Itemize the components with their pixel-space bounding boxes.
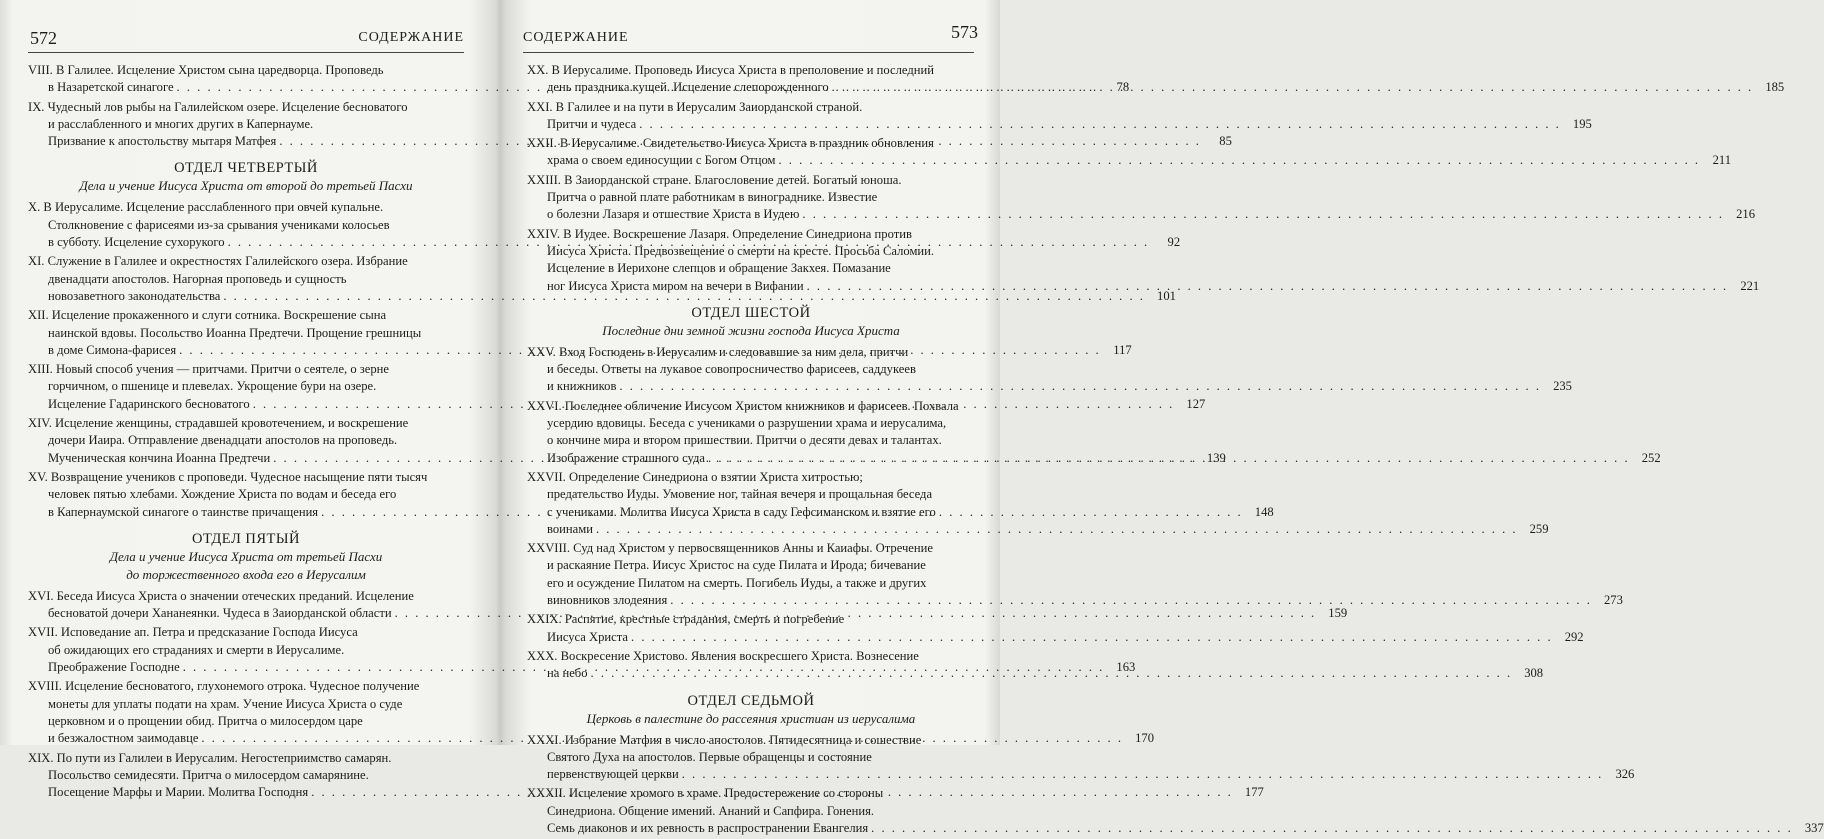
entry-line: на небо — [547, 666, 588, 681]
entry-line: XXV. Вход Господень в Иерусалим и следовавшие за ним дела, притчи — [527, 344, 909, 359]
entry-line: в субботу. Исцеление сухорукого — [48, 235, 225, 250]
entry-line: XVII. Исповедание ап. Петра и предсказание Господа Иисуса — [28, 625, 358, 640]
dot-leader — [871, 820, 1793, 837]
entry-line: Изображение страшного суда — [547, 450, 706, 465]
toc-entry[interactable] — [527, 172, 1755, 224]
entry-line: воинами — [547, 521, 593, 536]
entry-line: IX. Чудесный лов рыбы на Галилейском озере. Исцеление бесноватого — [28, 99, 408, 114]
entry-line: Мученическая кончина Иоанна Предтечи — [48, 450, 271, 465]
entry-line: Иисуса Христа — [547, 629, 629, 644]
entry-line: в доме Симона-фарисея — [48, 342, 177, 357]
entry-page-number: 177 — [1244, 785, 1264, 800]
entry-line: в Капернаумской синагоге о таинстве причащения — [48, 504, 319, 519]
entry-line: Иисуса Христа. Предвозвещение о смерти на кресте. Просьба Саломии. — [547, 243, 935, 258]
entry-line: ног Иисуса Христа миром на вечери в Вифании — [547, 278, 804, 293]
entry-line: XIV. Исцеление женщины, страдавшей кровотечением, и воскрешение — [28, 416, 409, 431]
dot-leader — [619, 378, 1541, 395]
entry-line: и безжалостном заимодавце — [48, 731, 199, 746]
entry-line: горчичном, о пшенице и плевелах. Укрощение бури на озере. — [48, 379, 377, 394]
entry-line: о кончине мира и втором пришествии. Притчи о десяти девах и талантах. — [547, 433, 942, 448]
dot-leader — [708, 450, 1630, 467]
dot-leader — [682, 766, 1604, 783]
section-heading — [527, 693, 975, 728]
header-rule — [523, 52, 974, 53]
entry-page-number: 139 — [1206, 450, 1226, 465]
entry-line: день праздника кущей. Исцеление слепорожденного — [547, 80, 829, 95]
entry-line: XXX. Воскресение Христово. Явления воскресшего Христа. Вознесение — [527, 648, 919, 663]
entry-line: храма о своем единосущии с Богом Отцом — [547, 153, 776, 168]
section-subtitle: Последние дни земной жизни господа Иисуса Христа — [602, 322, 900, 338]
page-number: 573 — [951, 22, 978, 42]
entry-page-number: 92 — [1167, 235, 1181, 250]
entry-line: усердию вдовицы. Беседа с учениками о разрушении храма и иерусалима, — [547, 416, 947, 431]
entry-line: XXIX. Распятие, крестные страдания, смерть и погребение — [527, 612, 845, 627]
entry-line: XXVI. Последнее обличение Иисусом Христом книжников и фарисеев. Похвала — [527, 398, 959, 413]
entry-line: Посещение Марфы и Марии. Молитва Господня — [48, 785, 309, 800]
header-rule — [28, 52, 464, 53]
entry-line: дочери Иаира. Отправление двенадцати апостолов на проповедь. — [48, 433, 398, 448]
entry-page-number: 337 — [1804, 820, 1824, 835]
dot-leader — [778, 152, 1700, 169]
entry-page-number: 148 — [1254, 504, 1274, 519]
entry-line: XXII. В Иерусалиме. Свидетельство Иисуса Христа в праздник обновления — [527, 136, 934, 151]
dot-leader — [639, 116, 1561, 133]
entry-page-number: 216 — [1736, 207, 1755, 222]
entry-line: Преображение Господне — [48, 660, 180, 675]
entry-page-number: 292 — [1564, 629, 1584, 644]
entry-line: XX. В Иерусалиме. Проповедь Иисуса Христа в преполовение и последний — [527, 63, 934, 77]
entry-line: XII. Исцеление прокаженного и слуги сотника. Воскрешение сына — [28, 308, 387, 323]
entry-line: XVIII. Исцеление бесноватого, глухонемого отрока. Чудесное получение — [28, 679, 420, 694]
entry-line: Столкновение с фарисеями из-за срывания учениками колосьев — [48, 217, 390, 232]
entry-page-number: 163 — [1116, 660, 1136, 675]
entry-line: наинской вдовы. Посольство Иоанна Предтечи. Прощение грешницы — [48, 325, 422, 340]
entry-line: Притча о равной плате работникам в винограднике. Известие — [547, 190, 878, 205]
section-subtitle: Дела и учение Иисуса Христа от второй до третьей Пасхи — [79, 178, 413, 194]
entry-line: и книжников — [547, 379, 617, 394]
dot-leader — [631, 629, 1553, 646]
entry-page-number: 85 — [1219, 134, 1232, 149]
entry-line: XV. Возвращение учеников с проповеди. Чудесное насыщение пяти тысяч — [28, 469, 428, 484]
section-subtitle: Дела и учение Иисуса Христа от третьей Пасхи — [109, 548, 383, 564]
entry-line: XVI. Беседа Иисуса Христа о значении отеческих преданий. Исцеление — [28, 588, 414, 603]
entry-line: VIII. В Галилее. Исцеление Христом сына царедворца. Проповедь — [28, 63, 384, 77]
entry-page-number: 273 — [1603, 593, 1623, 608]
page-number: 572 — [30, 28, 57, 48]
dot-leader — [670, 592, 1592, 609]
entry-line: Посольство семидесяти. Притча о милосердом самарянине. — [48, 767, 369, 782]
dot-leader — [802, 206, 1724, 223]
section-subtitle: Церковь в палестине до рассеяния христиан из иерусалима — [586, 710, 916, 726]
section-title: ОТДЕЛ ЧЕТВЕРТЫЙ — [174, 160, 318, 177]
section-title: ОТДЕЛ ПЯТЫЙ — [191, 530, 301, 547]
entry-line: с учениками. Молитва Иисуса Христа в саду Гефсиманском и взятие его — [547, 504, 936, 519]
entry-line: двенадцати апостолов. Нагорная проповедь и сущность — [48, 271, 347, 286]
entry-line: XXVIII. Суд над Христом у первосвященников Анны и Каиафы. Отречение — [527, 541, 933, 556]
section-title: ОТДЕЛ ШЕСТОЙ — [691, 304, 811, 321]
entry-line: в Назаретской синагоге — [48, 80, 174, 95]
entry-line: первенствующей церкви — [547, 767, 679, 782]
entry-line: виновников злодеяния — [547, 593, 668, 608]
entry-page-number: 308 — [1524, 666, 1544, 681]
entry-line: XXXI. Избрание Матфия в число апостолов. Пятидесятница и сошествие — [527, 732, 922, 747]
entry-line: XI. Служение в Галилее и окрестностях Галилейского озера. Избрание — [28, 254, 408, 269]
entry-page-number: 101 — [1157, 288, 1176, 303]
entry-line: и беседы. Ответы на лукавое совопросничество фарисеев, саддукеев — [547, 362, 916, 377]
dot-leader — [832, 79, 1754, 96]
entry-line: новозаветного законодательства — [48, 288, 221, 303]
entry-line: и расслабленного и многих других в Капернауме. — [48, 116, 314, 131]
section-heading — [28, 531, 464, 584]
dot-leader — [591, 665, 1513, 682]
entry-line: предательство Иуды. Умовение ног, тайная вечеря и прощальная беседа — [547, 487, 933, 502]
section-heading — [527, 305, 975, 340]
entry-line: Семь диаконов и их ревность в распространении Евангелия — [547, 820, 869, 835]
entry-page-number: 159 — [1328, 606, 1348, 621]
entry-line: Призвание к апостольству мытаря Матфея — [48, 134, 277, 149]
entry-page-number: 170 — [1135, 731, 1154, 746]
entry-page-number: 185 — [1765, 80, 1785, 95]
entry-page-number: 221 — [1740, 278, 1760, 293]
entry-line: его и осуждение Пилатом на смерть. Погибель Иуды, а также и других — [547, 575, 927, 590]
entry-line: Синедриона. Общение имений. Ананий и Сапфира. Гонения. — [547, 803, 875, 818]
entry-page-number: 252 — [1641, 450, 1661, 465]
entry-line: Святого Духа на апостолов. Первые обращенцы и состояние — [547, 749, 872, 764]
entry-page-number: 195 — [1572, 116, 1592, 131]
entry-page-number: 259 — [1529, 521, 1549, 536]
running-head: СОДЕРЖАНИЕ — [523, 30, 629, 45]
entry-line: X. В Иерусалиме. Исцеление расслабленного при овчей купальне. — [28, 200, 384, 215]
entry-line: XXIII. В Заиорданской стране. Благословение детей. Богатый юноша. — [527, 172, 902, 187]
section-heading — [28, 160, 464, 195]
toc-entry[interactable] — [527, 99, 1592, 134]
entry-page-number: 326 — [1615, 767, 1635, 782]
entry-line: монеты для уплаты подати на храм. Учение Иисуса Христа о суде — [48, 696, 403, 711]
entry-page-number: 235 — [1553, 379, 1572, 394]
running-head: СОДЕРЖАНИЕ — [358, 30, 464, 45]
entry-line: о болезни Лазаря и отшествие Христа в Иудею — [547, 207, 800, 222]
entry-line: XXIV. В Иудее. Воскрешение Лазаря. Определение Синедриона против — [527, 226, 912, 241]
section-subtitle: до торжественного входа его в Иерусалим — [126, 566, 366, 582]
entry-line: XIII. Новый способ учения — притчами. Притчи о сеятеле, о зерне — [28, 362, 389, 377]
entry-line: церковном и о прощении обид. Притча о милосердом царе — [48, 713, 363, 728]
entry-line: XXI. В Галилее и на пути в Иерусалим Заиорданской страной. — [527, 99, 863, 114]
entry-line: XXXII. Исцеление хромого в храме. Предостережение со стороны — [527, 786, 884, 801]
section-title: ОТДЕЛ СЕДЬМОЙ — [687, 692, 815, 709]
dot-leader — [596, 521, 1518, 538]
entry-page-number: 127 — [1186, 396, 1206, 411]
entry-line: Притчи и чудеса — [547, 116, 637, 131]
entry-line: и раскаяние Петра. Иисус Христос на суде Пилата и Ирода; бичевание — [547, 558, 926, 573]
entry-page-number: 211 — [1712, 153, 1732, 168]
entry-page-number: 78 — [1116, 80, 1130, 95]
entry-page-number: 117 — [1113, 342, 1132, 357]
entry-line: XIX. По пути из Галилеи в Иерусалим. Негостеприимство самарян. — [28, 750, 392, 765]
toc-entry[interactable] — [527, 540, 1623, 609]
entry-line: Исцеление в Иерихоне слепцов и обращение Закхея. Помазание — [547, 261, 891, 276]
entry-line: Исцеление Гадаринского бесноватого — [48, 396, 250, 411]
dot-leader — [807, 278, 1729, 295]
entry-line: бесноватой дочери Хананеянки. Чудеса в Заиорданской области — [48, 606, 392, 621]
entry-line: человек пятью хлебами. Хождение Христа по водам и беседа его — [48, 487, 397, 502]
entry-line: об ожидающих его страданиях и смерти в Иерусалиме. — [48, 642, 345, 657]
entry-line: XXVII. Определение Синедриона о взятии Христа хитростью; — [527, 469, 863, 484]
